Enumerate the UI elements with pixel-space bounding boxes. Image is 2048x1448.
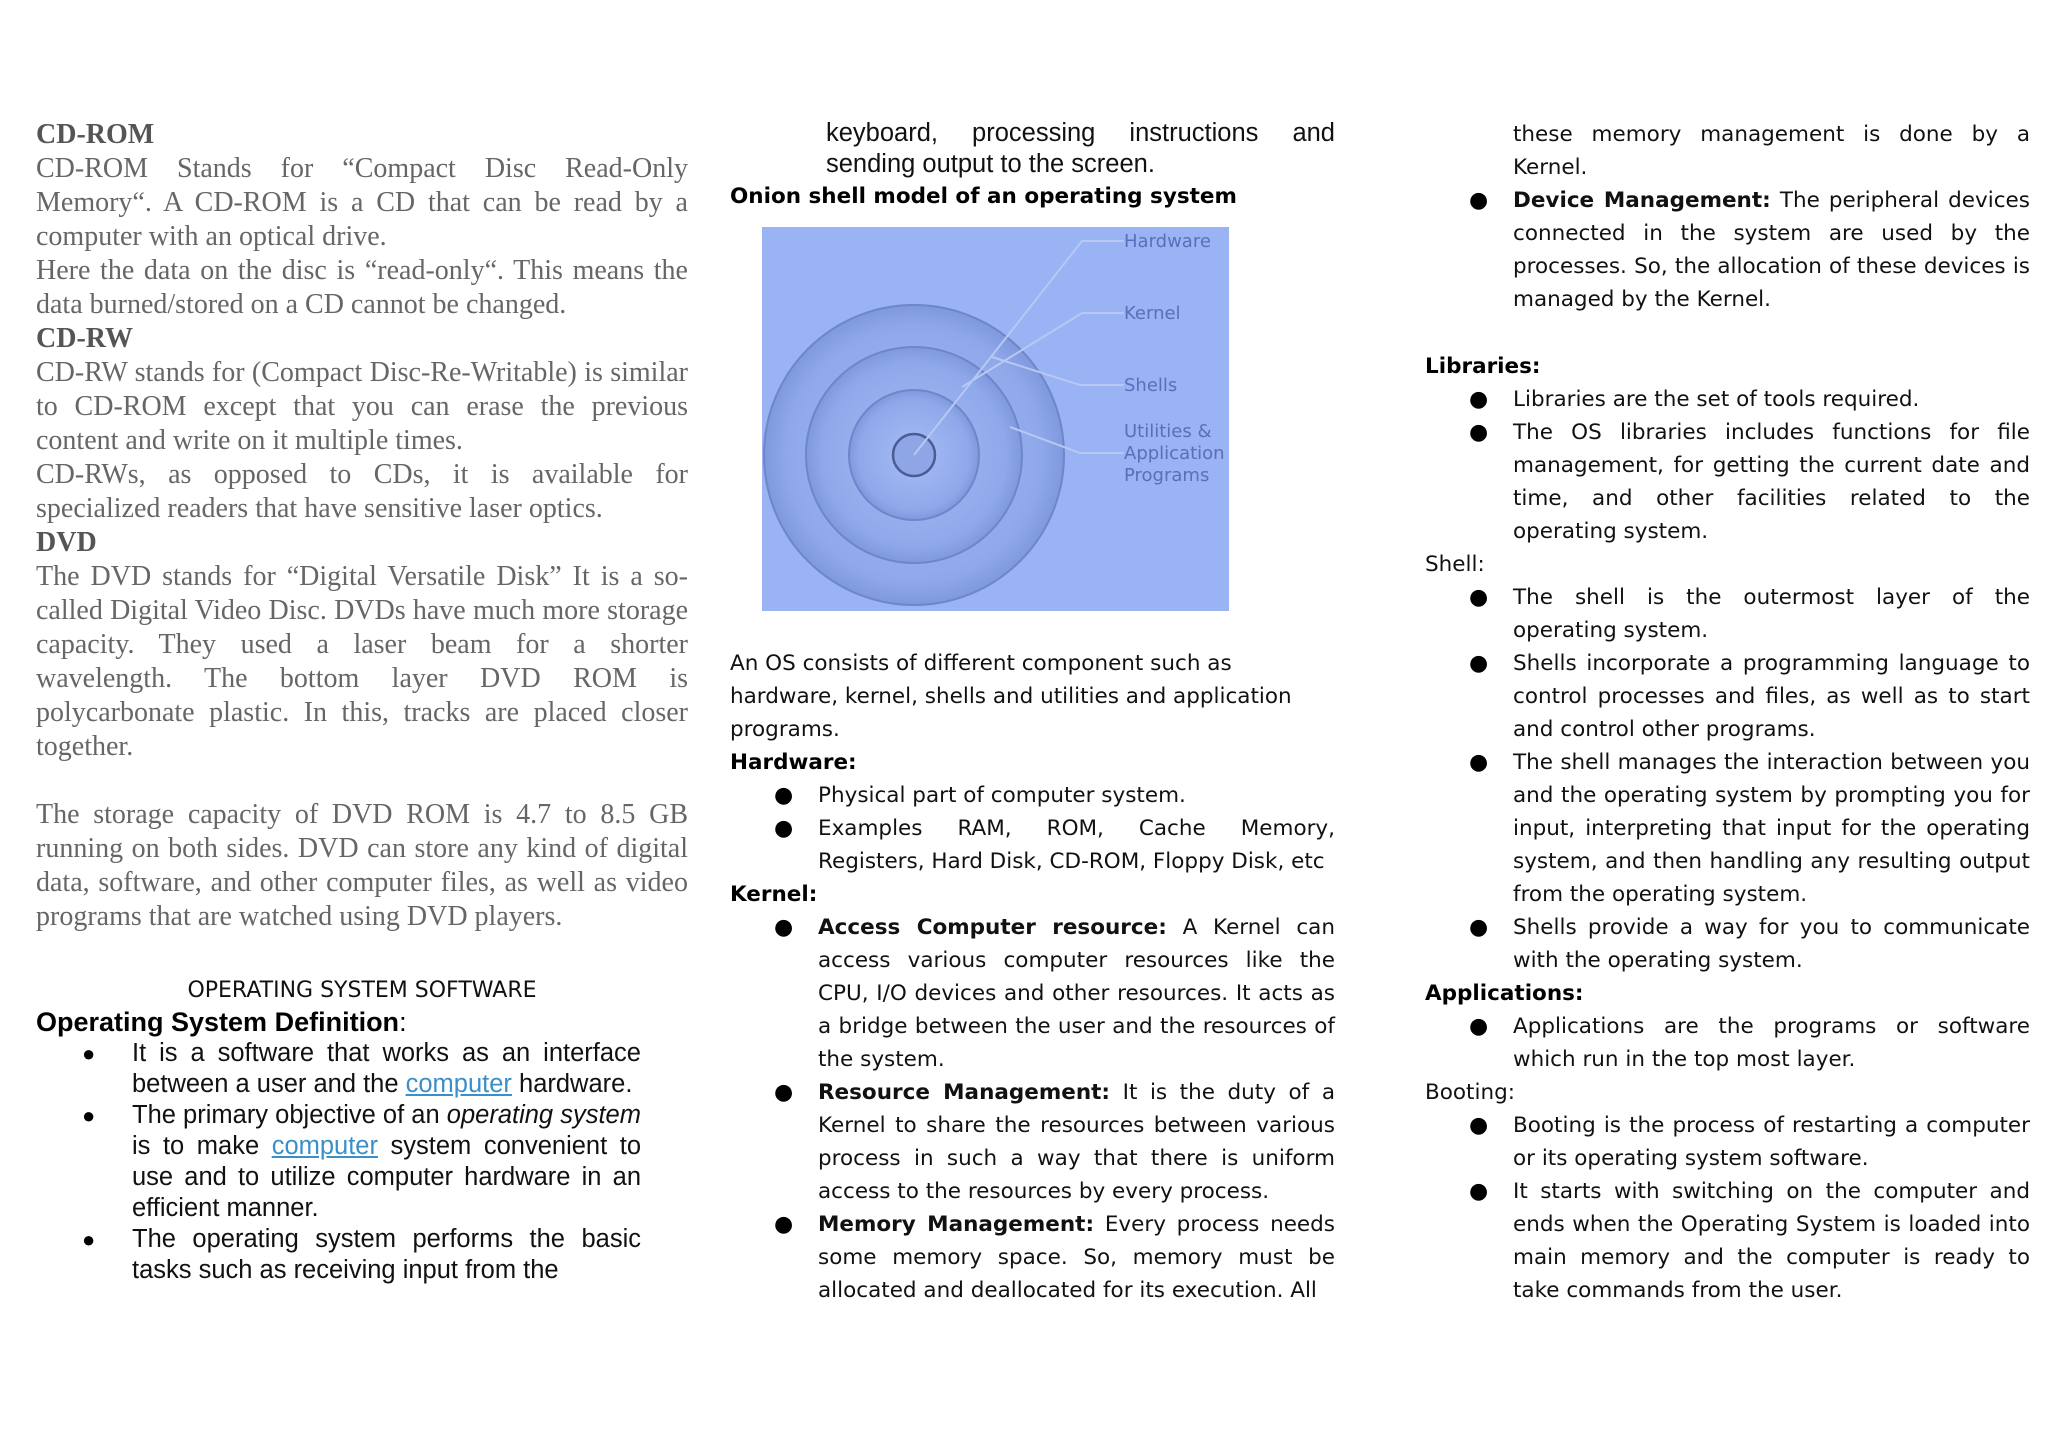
list-item-text: The peripheral devices connected in the system are used by the processes. So, the allocation of these devices is managed by the Kernel.	[1513, 188, 2030, 312]
label-programs: Programs	[1124, 465, 1210, 486]
os-components-paragraph: An OS consists of different component such as hardware, kernel, shells and utilities and application programs.	[730, 651, 1292, 742]
bullet-icon: ●	[1469, 1113, 1489, 1138]
computer-link[interactable]: computer	[271, 1132, 378, 1160]
bullet-icon: ●	[82, 1227, 96, 1252]
label-shells: Shells	[1124, 375, 1178, 396]
definition-text: The operating system performs the basic tasks such as receiving input from the	[132, 1225, 641, 1284]
continued-text: keyboard, processing instructions and sending output to the screen.	[826, 119, 1335, 178]
list-item-text: Applications are the programs or software which run in the top most layer.	[1513, 1014, 2030, 1072]
bullet-icon: ●	[1469, 585, 1489, 610]
list-item-title: Access Computer resource:	[818, 915, 1167, 940]
shell-list	[1425, 581, 2030, 977]
definition-text: system convenient to use and to utilize computer hardware in an efficient manner.	[132, 1132, 641, 1222]
list-item-text: The shell manages the interaction between you and the operating system by prompting you for input, interpreting that input for the operating system, and then handling any resulting output from the operating system.	[1513, 750, 2030, 907]
kernel-list	[730, 911, 1335, 1307]
applications-list	[1425, 1010, 2030, 1076]
list-item-text: Shells incorporate a programming language to control processes and files, as well as to start and control other programs.	[1513, 651, 2030, 742]
applications-heading: Applications:	[1425, 981, 1584, 1006]
label-application: Application	[1124, 443, 1225, 464]
list-item-text: It is the duty of a Kernel to share the resources between various process in such a way that there is uniform access to the resources by every process.	[818, 1080, 1335, 1204]
os-definition-title: Operating System Definition	[36, 1007, 400, 1037]
onion-diagram-svg	[762, 227, 1229, 611]
definition-italic: operating system	[446, 1101, 641, 1129]
list-item-text: It starts with switching on the computer and ends when the Operating System is loaded into main memory and the computer is ready to take commands from the user.	[1513, 1179, 2030, 1303]
dvd-paragraph-1: The DVD stands for “Digital Versatile Disk” It is a so-called Digital Video Disc. DVDs have much more storage capacity. They used a laser beam for a shorter wavelength. The bottom layer DVD ROM is polycarbonate plastic. In this, tracks are placed closer together.	[36, 561, 688, 762]
list-item	[1425, 581, 2030, 647]
bullet-icon: ●	[1469, 915, 1489, 940]
cdrw-paragraph-2: CD-RWs, as opposed to CDs, it is available for specialized readers that have sensitive laser optics.	[36, 459, 688, 524]
device-management-list	[1425, 184, 2030, 316]
column-1	[36, 118, 688, 1286]
definition-text: hardware.	[511, 1070, 633, 1098]
hardware-heading: Hardware:	[730, 750, 857, 775]
list-item-text: Examples RAM, ROM, Cache Memory, Registers, Hard Disk, CD-ROM, Floppy Disk, etc	[818, 816, 1335, 874]
list-item-title: Device Management:	[1513, 188, 1771, 213]
column-2	[730, 118, 1335, 1307]
list-item	[36, 1224, 641, 1286]
list-item-text: Libraries are the set of tools required.	[1513, 387, 1920, 412]
list-item	[1425, 746, 2030, 911]
continued-text: these memory management is done by a Kernel.	[1513, 122, 2030, 180]
bullet-icon: ●	[774, 1212, 794, 1237]
list-item-text: Shells provide a way for you to communicate with the operating system.	[1513, 915, 2030, 973]
label-kernel: Kernel	[1124, 303, 1181, 324]
os-definition-list	[36, 1038, 641, 1286]
list-item-title: Resource Management:	[818, 1080, 1111, 1105]
bullet-icon: ●	[82, 1103, 96, 1128]
booting-heading: Booting:	[1425, 1080, 1515, 1105]
libraries-list	[1425, 383, 2030, 548]
bullet-icon: ●	[1469, 651, 1489, 676]
list-item	[730, 1076, 1335, 1208]
bullet-icon: ●	[1469, 420, 1489, 445]
bullet-icon: ●	[774, 1080, 794, 1105]
definition-text: is to make	[132, 1132, 272, 1160]
list-item-title: Memory Management:	[818, 1212, 1095, 1237]
hardware-list	[730, 779, 1335, 878]
os-software-heading: OPERATING SYSTEM SOFTWARE	[187, 978, 537, 1003]
label-utilities: Utilities &	[1124, 421, 1212, 442]
spacer	[1425, 316, 2030, 350]
list-item	[730, 911, 1335, 1076]
bullet-icon: ●	[774, 816, 794, 841]
booting-list	[1425, 1109, 2030, 1307]
onion-heading: Onion shell model of an operating system	[730, 184, 1237, 209]
list-item	[730, 812, 1335, 878]
list-item	[1425, 383, 2030, 416]
list-item-text: Physical part of computer system.	[818, 783, 1186, 808]
os-definition-heading	[36, 1006, 688, 1038]
list-item	[1425, 647, 2030, 746]
list-item-text: Every process needs some memory space. So, memory must be allocated and deallocated for its execution. All	[818, 1212, 1335, 1303]
bullet-icon: ●	[1469, 1179, 1489, 1204]
label-hardware: Hardware	[1124, 231, 1211, 252]
dvd-paragraph-2: The storage capacity of DVD ROM is 4.7 to 8.5 GB running on both sides. DVD can store any kind of digital data, software, and other computer files, as well as video programs that are watched using DVD players.	[36, 799, 688, 932]
definition-text: It is a software that works as an interface between a user and the	[132, 1039, 641, 1098]
libraries-heading: Libraries:	[1425, 354, 1541, 379]
list-item-text: Booting is the process of restarting a computer or its operating system software.	[1513, 1113, 2030, 1171]
cdrw-paragraph-1: CD-RW stands for (Compact Disc-Re-Writable) is similar to CD-ROM except that you can erase the previous content and write on it multiple times.	[36, 357, 688, 456]
bullet-icon: ●	[82, 1041, 96, 1066]
list-item	[1425, 911, 2030, 977]
kernel-heading: Kernel:	[730, 882, 818, 907]
list-item	[1425, 416, 2030, 548]
shell-heading: Shell:	[1425, 552, 1485, 577]
bullet-icon: ●	[1469, 188, 1489, 213]
bullet-icon: ●	[1469, 750, 1489, 775]
list-item	[1425, 1109, 2030, 1175]
list-item	[1425, 1010, 2030, 1076]
spacer	[36, 764, 688, 798]
list-item	[730, 779, 1335, 812]
dvd-heading: DVD	[36, 527, 97, 558]
list-item	[1425, 184, 2030, 316]
cdrom-paragraph-2: Here the data on the disc is “read-only“. This means the data burned/stored on a CD cannot be changed.	[36, 255, 688, 320]
list-item	[36, 1100, 641, 1224]
bullet-icon: ●	[1469, 387, 1489, 412]
cdrom-heading: CD-ROM	[36, 119, 155, 150]
list-item	[36, 1038, 641, 1100]
bullet-icon: ●	[774, 915, 794, 940]
column-3	[1425, 118, 2030, 1307]
list-item-text: The shell is the outermost layer of the operating system.	[1513, 585, 2030, 643]
list-item	[730, 1208, 1335, 1307]
bullet-icon: ●	[774, 783, 794, 808]
computer-link[interactable]: computer	[405, 1070, 512, 1098]
list-item-text: A Kernel can access various computer resources like the CPU, I/O devices and other resources. It acts as a bridge between the user and the resources of the system.	[818, 915, 1335, 1072]
cdrom-paragraph-1: CD-ROM Stands for “Compact Disc Read-Only Memory“. A CD-ROM is a CD that can be read by a computer with an optical drive.	[36, 153, 688, 252]
list-item	[1425, 1175, 2030, 1307]
list-item-text: The OS libraries includes functions for file management, for getting the current date and time, and other facilities related to the operating system.	[1513, 420, 2030, 544]
cdrw-heading: CD-RW	[36, 323, 134, 354]
bullet-icon: ●	[1469, 1014, 1489, 1039]
definition-text: The primary objective of an	[132, 1101, 447, 1129]
os-definition-colon: :	[399, 1007, 407, 1037]
onion-shell-diagram	[762, 227, 1229, 611]
